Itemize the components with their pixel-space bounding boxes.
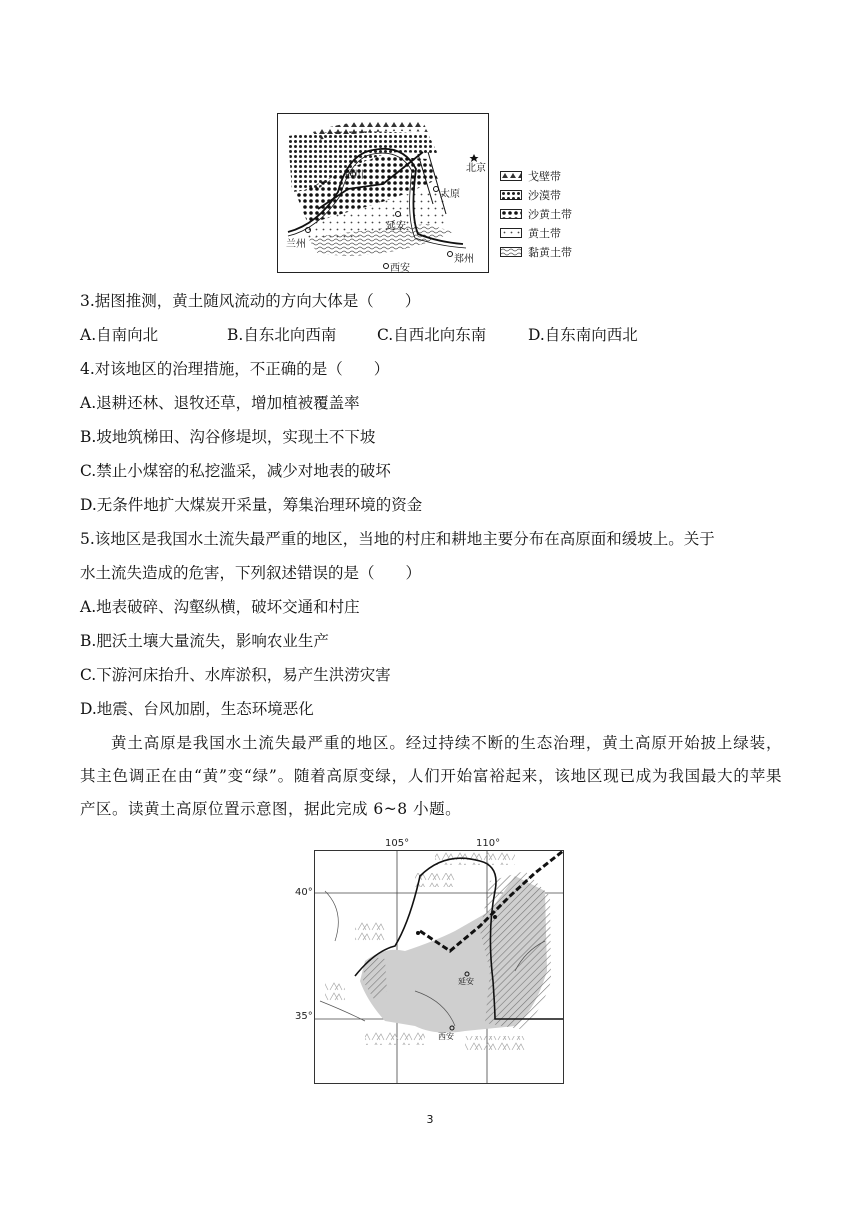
q4-option-b: B.坡地筑梯田、沟谷修堤坝，实现土不下坡 <box>80 428 376 446</box>
q5-stem-line1: 5.该地区是我国水土流失最严重的地区，当地的村庄和耕地主要分布在高原面和缓坡上。关于 <box>80 530 715 548</box>
label-xian-2: 西安 <box>438 1032 454 1041</box>
lon-105-label: 105° <box>385 838 410 849</box>
lat-40-label: 40° <box>295 887 313 898</box>
page-number: 3 <box>426 1113 434 1126</box>
legend-item-gobi: 戈壁带 <box>500 166 620 185</box>
legend-item-loess: 黄土带 <box>500 223 620 242</box>
sand-loess-swatch-icon <box>500 209 522 219</box>
q4-option-a: A.退耕还林、退牧还草，增加植被覆盖率 <box>80 394 360 412</box>
q3-option-d: D.自东南向西北 <box>528 326 638 344</box>
passage-paragraph: 黄土高原是我国水土流失最严重的地区。经过持续不断的生态治理，黄土高原开始披上绿装，其主色调正在由“黄”变“绿”。随着高原变绿，人们开始富裕起来，该地区现已成为我国最大的苹果产区。读黄土高原位置示意图，据此完成 6~8 小题。 <box>80 734 782 818</box>
q3-stem: 3.据图推测，黄土随风流动的方向大体是（ ） <box>80 292 421 310</box>
loess-map-drawing <box>278 114 489 273</box>
label-yinchuan: 银川 <box>344 170 364 181</box>
q5-option-c: C.下游河床抬升、水库淤积，易产生洪涝灾害 <box>80 666 391 684</box>
label-lanzhou: 兰州 <box>286 239 306 250</box>
map-legend <box>500 166 620 261</box>
lat-35-label: 35° <box>295 1011 313 1022</box>
q5-option-b: B.肥沃土壤大量流失，影响农业生产 <box>80 632 329 650</box>
legend-item-clay-loess: 黏黄土带 <box>500 242 620 261</box>
legend-item-sand-loess: 沙黄土带 <box>500 204 620 223</box>
label-beijing: 北京 <box>466 163 486 174</box>
legend-item-desert: 沙漠带 <box>500 185 620 204</box>
q3-option-c: C.自西北向东南 <box>377 326 487 344</box>
q4-stem: 4.对该地区的治理措施，不正确的是（ ） <box>80 360 390 378</box>
label-yanan-2: 延安 <box>458 977 474 986</box>
q4-option-c: C.禁止小煤窑的私挖滥采，减少对地表的破坏 <box>80 462 391 480</box>
q3-options <box>80 325 638 345</box>
q4-option-d: D.无条件地扩大煤炭开采量，筹集治理环境的资金 <box>80 496 423 514</box>
lon-110-label: 110° <box>476 838 501 849</box>
label-zhengzhou: 郑州 <box>454 254 474 265</box>
loess-plateau-location-map <box>314 850 564 1084</box>
label-xian: 西安 <box>390 263 410 273</box>
q5-option-d: D.地震、台风加剧，生态环境恶化 <box>80 700 314 718</box>
loess-swatch-icon <box>500 228 522 238</box>
gobi-swatch-icon <box>500 171 522 181</box>
label-taiyuan: 太原 <box>440 189 460 200</box>
clay-loess-swatch-icon <box>500 247 522 257</box>
q3-option-a: A.自南向北 <box>80 326 159 344</box>
label-yanan: 延安 <box>386 221 406 232</box>
desert-swatch-icon <box>500 190 522 200</box>
loess-distribution-map <box>277 113 489 273</box>
plateau-map-drawing <box>315 851 564 1084</box>
q5-stem-line2: 水土流失造成的危害，下列叙述错误的是（ ） <box>80 564 422 582</box>
q5-option-a: A.地表破碎、沟壑纵横，破坏交通和村庄 <box>80 598 360 616</box>
q3-option-b: B.自东北向西南 <box>227 326 337 344</box>
